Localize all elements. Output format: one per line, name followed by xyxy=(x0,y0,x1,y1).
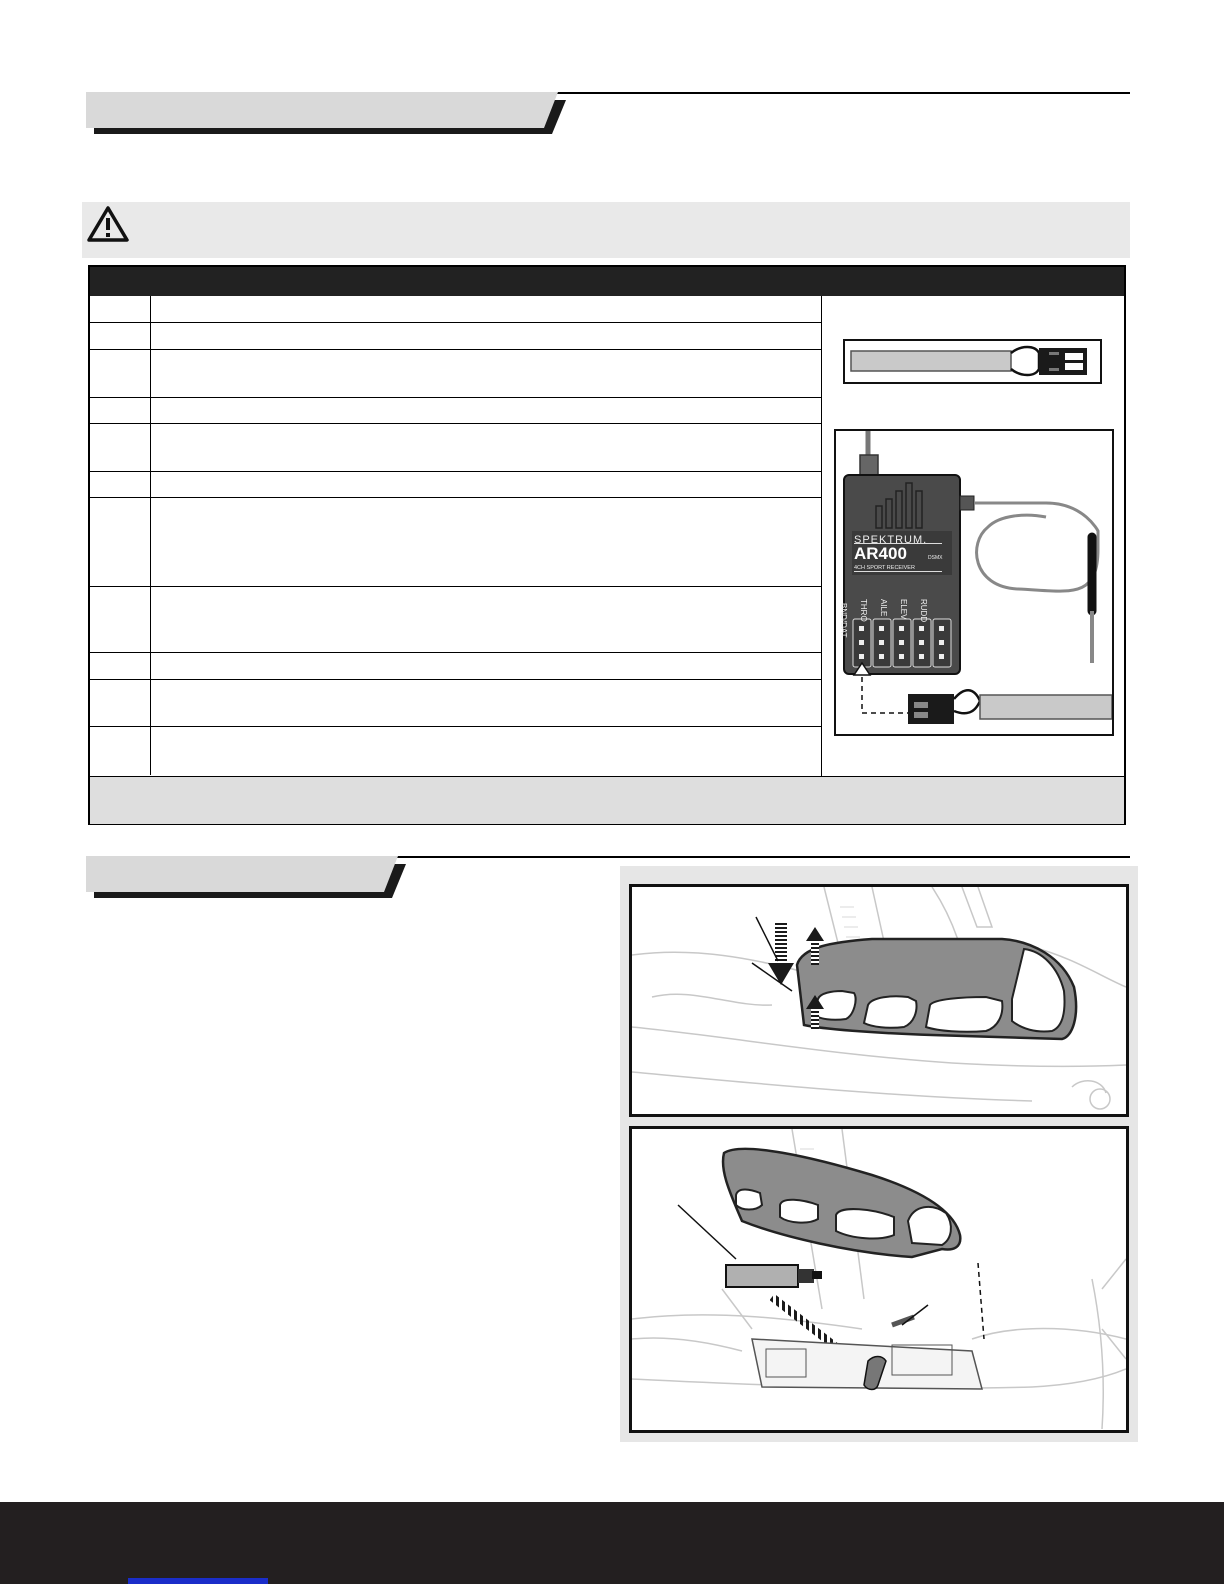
procedure-table-footer xyxy=(90,776,1124,824)
receiver-illustration xyxy=(834,429,1114,736)
warning-bar xyxy=(82,202,1130,258)
table-row xyxy=(90,498,821,587)
table-row xyxy=(90,323,821,350)
warning-icon xyxy=(86,205,130,243)
receiver-graphic xyxy=(836,431,1112,734)
port-label-aile: AILE xyxy=(879,599,888,617)
table-row xyxy=(90,587,821,653)
canopy-removal-figure xyxy=(629,884,1129,1117)
footer-link-bar[interactable] xyxy=(128,1578,268,1584)
table-row xyxy=(90,350,821,398)
table-row xyxy=(90,398,821,424)
port-label-elev: ELEV xyxy=(899,599,908,620)
bind-plug-illustration xyxy=(843,339,1103,385)
receiver-model-suffix: DSMX xyxy=(928,555,943,561)
receiver-model: AR400 xyxy=(854,544,907,563)
table-row xyxy=(90,680,821,727)
receiver-brand: SPEKTRUM. xyxy=(854,534,928,546)
table-row xyxy=(90,472,821,498)
table-row xyxy=(90,727,821,775)
port-label-rudd: RUDD xyxy=(919,599,928,623)
procedure-table xyxy=(88,265,1126,825)
page-footer xyxy=(0,1502,1224,1584)
receiver-subtitle: 4CH SPORT RECEIVER xyxy=(854,565,915,571)
procedure-table-header xyxy=(90,267,1124,296)
section-tab-1 xyxy=(86,92,576,136)
port-label-bnd: BND/DAT xyxy=(839,603,848,638)
table-row xyxy=(90,296,821,323)
canopy-removal-graphic xyxy=(632,887,1126,1114)
procedure-steps xyxy=(90,296,822,776)
battery-installation-figure xyxy=(629,1126,1129,1433)
figure-panel xyxy=(620,866,1138,1442)
table-row xyxy=(90,653,821,680)
battery-installation-graphic xyxy=(632,1129,1126,1430)
table-row xyxy=(90,424,821,472)
section-tab-2 xyxy=(86,856,416,900)
port-label-thro: THRO xyxy=(859,599,868,622)
